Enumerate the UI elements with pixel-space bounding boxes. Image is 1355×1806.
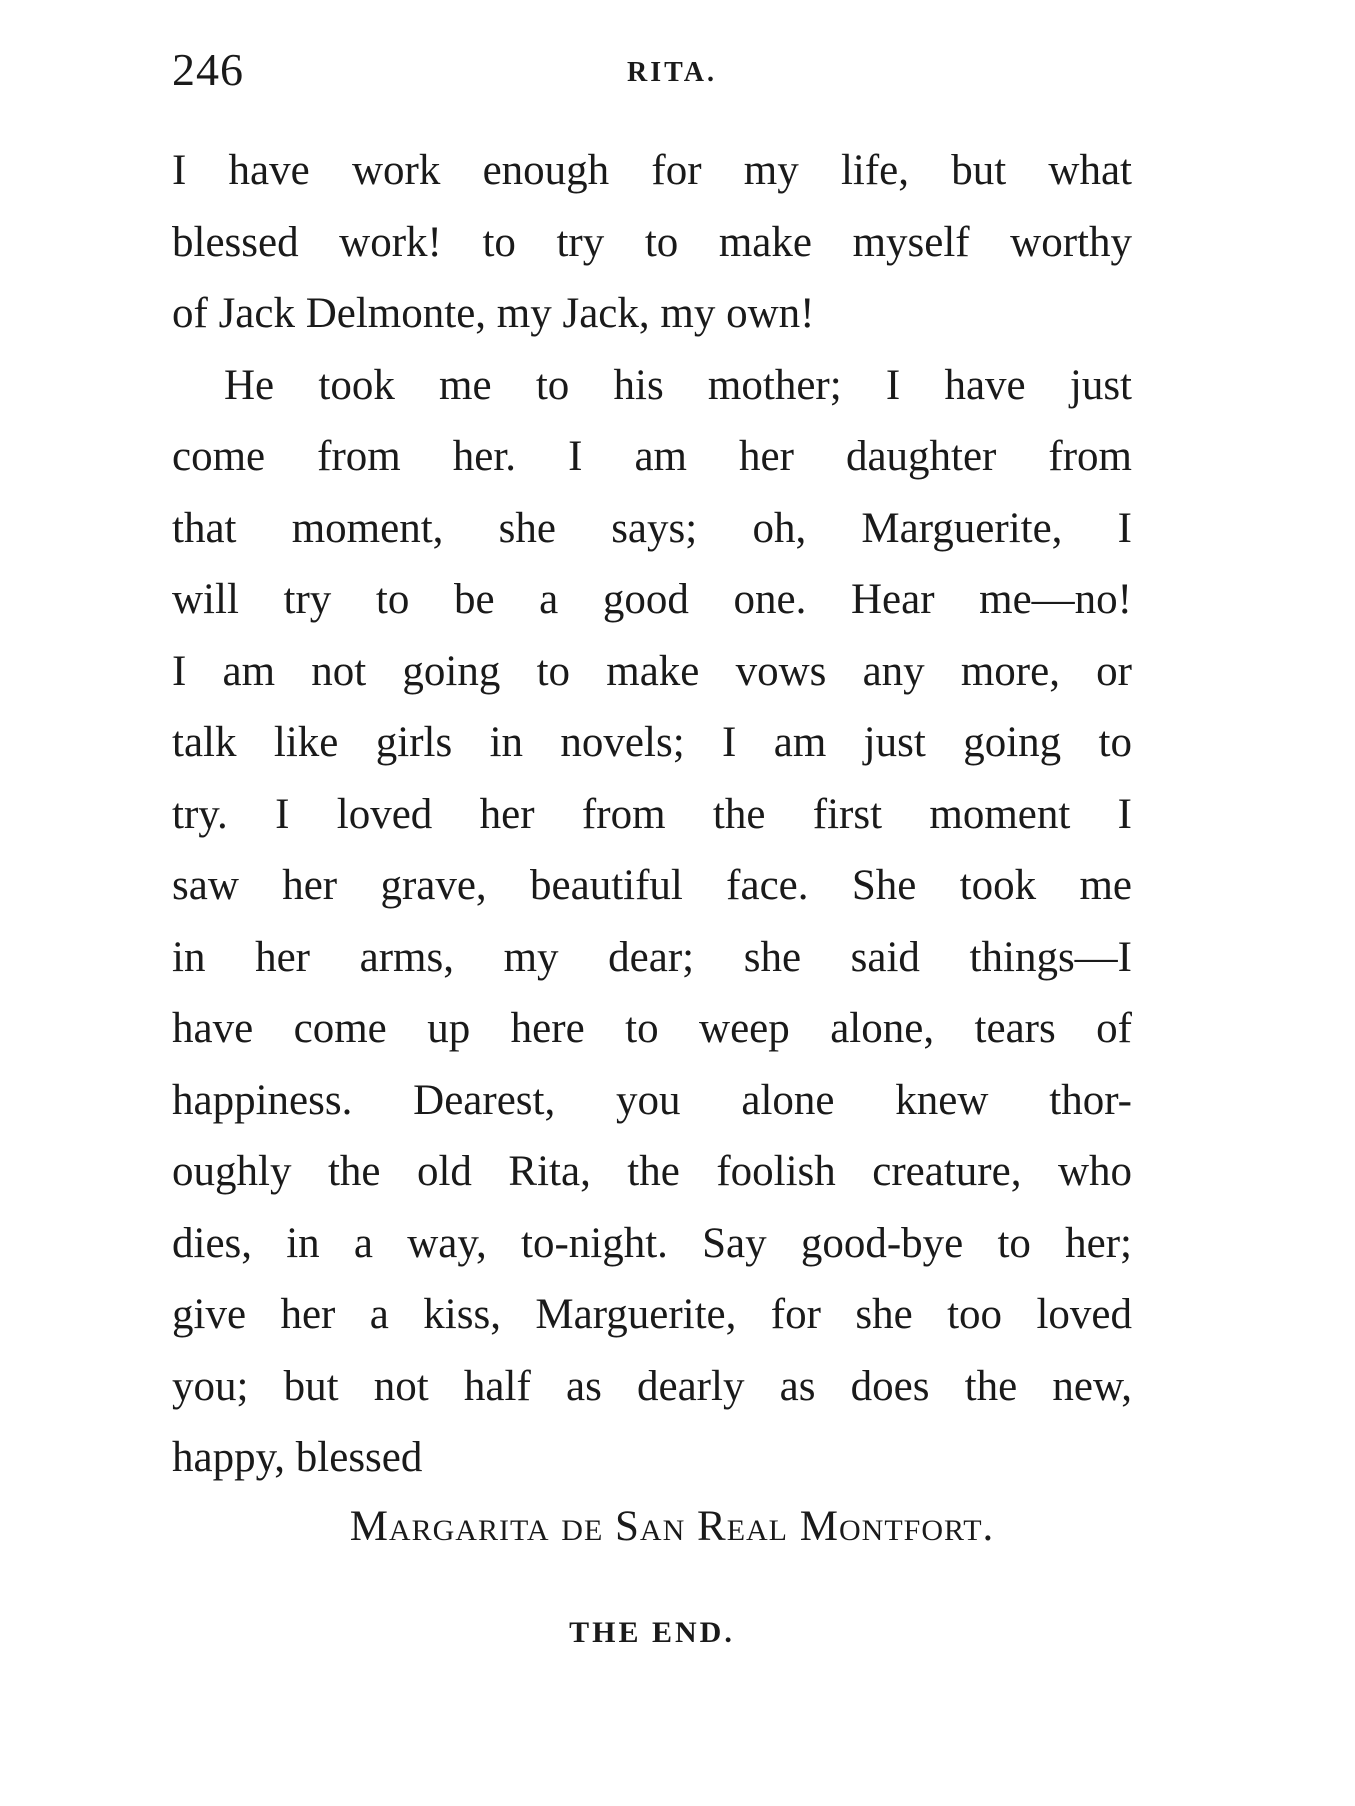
text-line: give her a kiss, Marguerite, for she too loved [172,1291,1132,1338]
text-line: will try to be a good one. Hear me—no! [172,576,1132,623]
text-line: that moment, she says; oh, Marguerite, I [172,504,1132,552]
text-line: try. I loved her from the first moment I [172,790,1132,838]
running-head [172,40,1132,100]
text-line: dies, in a way, to-night. Say good-bye to her; [172,1219,1132,1267]
text-line: I have work enough for my life, but what [172,147,1132,194]
text-line: talk like girls in novels; I am just going to [172,719,1132,766]
text-line: in her arms, my dear; she said things—I [172,933,1132,981]
the-end: THE END. [569,1616,735,1649]
text-line: you; but not half as dearly as does the new, [172,1362,1132,1410]
text-line: happiness. Dearest, you alone knew thor- [172,1076,1132,1124]
text-line: of Jack Delmonte, my Jack, my own! [172,290,815,337]
body-text [172,135,1132,1494]
text-line: oughly the old Rita, the foolish creature, who [172,1148,1132,1195]
text-line: have come up here to weep alone, tears of [172,1005,1132,1052]
text-line: He took me to his mother; I have just [224,361,1132,409]
page-number: 246 [172,44,244,95]
text-line: come from her. I am her daughter from [172,433,1132,480]
text-line: happy, blessed [172,1434,423,1481]
text-line: saw her grave, beautiful face. She took me [172,862,1132,909]
signature: Margarita de San Real Montfort. [349,1503,995,1550]
paragraph-2 [172,350,1132,1494]
text-line: blessed work! to try to make myself worthy [172,218,1132,266]
text-line: I am not going to make vows any more, or [172,647,1132,695]
running-title: RITA. [627,57,717,88]
paragraph-1 [172,135,1132,350]
